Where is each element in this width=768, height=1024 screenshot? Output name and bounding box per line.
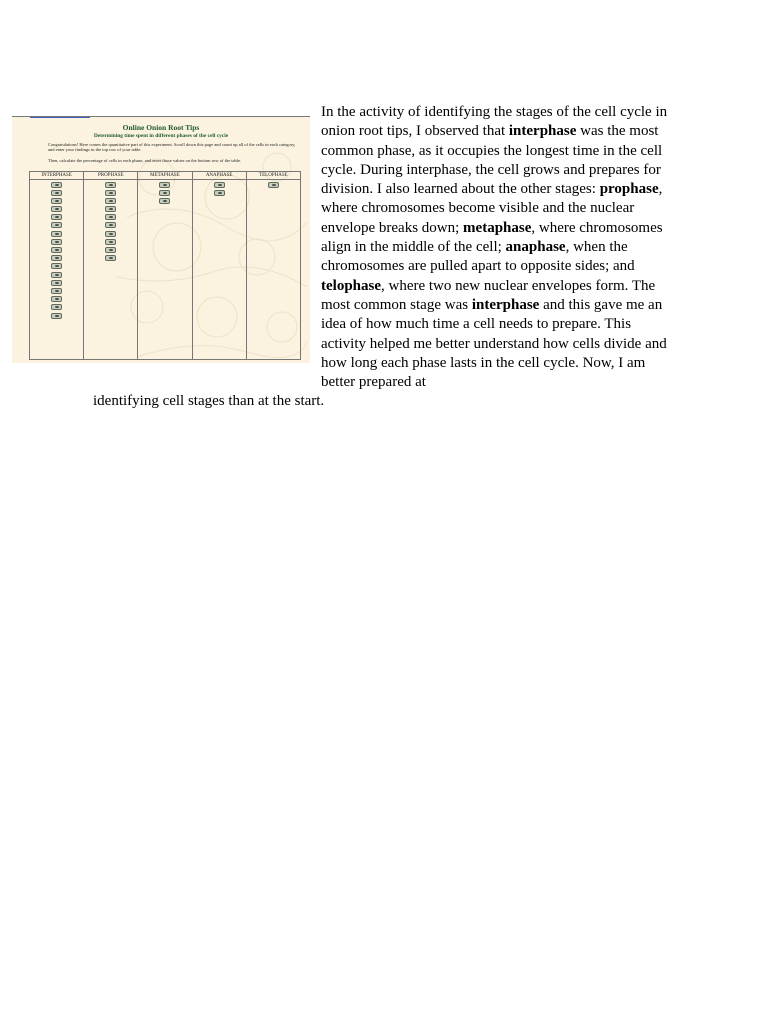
cell-image [214, 190, 225, 196]
figure-subtitle: Determining time spent in different phases of the cell cycle [93, 133, 229, 139]
text-run: , when the chromosomes are pulled apart to opposite sides; and [321, 239, 635, 275]
col-metaphase: METAPHASE [138, 172, 192, 180]
cell-image [51, 247, 62, 253]
bold-term: telophase [321, 277, 381, 294]
cell-image [159, 190, 170, 196]
cell-image [51, 214, 62, 220]
telophase-cells [247, 180, 300, 189]
anaphase-cells [193, 180, 246, 197]
cell-image [105, 222, 116, 228]
bold-term: anaphase [505, 239, 566, 256]
bold-term: interphase [471, 296, 540, 313]
col-interphase: INTERPHASE [30, 172, 84, 180]
cell-image [51, 190, 62, 196]
cell-image [105, 190, 116, 196]
cell-image [268, 182, 279, 188]
bold-term: prophase [599, 181, 659, 198]
text-run: In the activity of identifying the stages of the cell cycle in onion root tips, I observed that [321, 104, 668, 140]
phase-table [29, 171, 301, 360]
cell-image [51, 296, 62, 302]
figure-title: Online Onion Root Tips [122, 123, 200, 132]
figure-instructions-2: Then, calculate the percentage of cells in each phase, and enter those values on the bottom row of the table. [48, 158, 242, 163]
cell-image [159, 182, 170, 188]
cell-image [51, 231, 62, 237]
cell-image [51, 206, 62, 212]
text-run: was the most common phase, as it occupies the longest time in the cell cycle. During interphase, the cell grows and prepares for division. I also learned about the other stages: [321, 123, 663, 198]
cell-image [51, 198, 62, 204]
cell-image [105, 206, 116, 212]
text-run: , where two new nuclear envelopes form. The most common stage was [321, 277, 656, 313]
bold-term: metaphase [463, 219, 532, 236]
cell-image [51, 280, 62, 286]
interphase-cells [30, 180, 83, 320]
cell-image [51, 263, 62, 269]
text-run: and this gave me an idea of how much time a cell needs to prepare. This activity helped me better understand how cells divide and how long each phase lasts in the cell cycle. Now, I am better prepared at [321, 296, 667, 391]
col-anaphase: ANAPHASE [192, 172, 246, 180]
text-run: , where chromosomes become visible and the nuclear envelope breaks down; [321, 181, 663, 236]
cell-image [105, 255, 116, 261]
cell-image [105, 247, 116, 253]
cell-image [214, 182, 225, 188]
text-run: , where chromosomes align in the middle of the cell; [321, 219, 663, 256]
col-telophase: TELOPHASE [246, 172, 300, 180]
cell-image [51, 272, 62, 278]
col-prophase: PROPHASE [84, 172, 138, 180]
reflection-last-line: identifying cell stages than at the start. [93, 393, 325, 409]
cell-image [105, 182, 116, 188]
prophase-cells [84, 180, 137, 263]
cell-image [159, 198, 170, 204]
cell-image [51, 239, 62, 245]
cell-image [105, 214, 116, 220]
cell-image [105, 231, 116, 237]
cell-image [51, 222, 62, 228]
cell-image [105, 239, 116, 245]
cell-image [51, 255, 62, 261]
bold-term: interphase [508, 123, 577, 140]
figure-link-underline[interactable] [30, 116, 90, 118]
cell-image [51, 182, 62, 188]
metaphase-cells [138, 180, 191, 206]
cell-image [51, 304, 62, 310]
reflection-paragraph [321, 103, 671, 392]
onion-root-tips-figure [12, 116, 310, 363]
cell-image [51, 313, 62, 319]
figure-instructions: Congratulations! Here comes the quantitative part of this experiment. Scroll down this page and count up all of the cells in each category, and enter your findings in the top row of your table. [48, 142, 296, 152]
cell-image [51, 288, 62, 294]
cell-image [105, 198, 116, 204]
